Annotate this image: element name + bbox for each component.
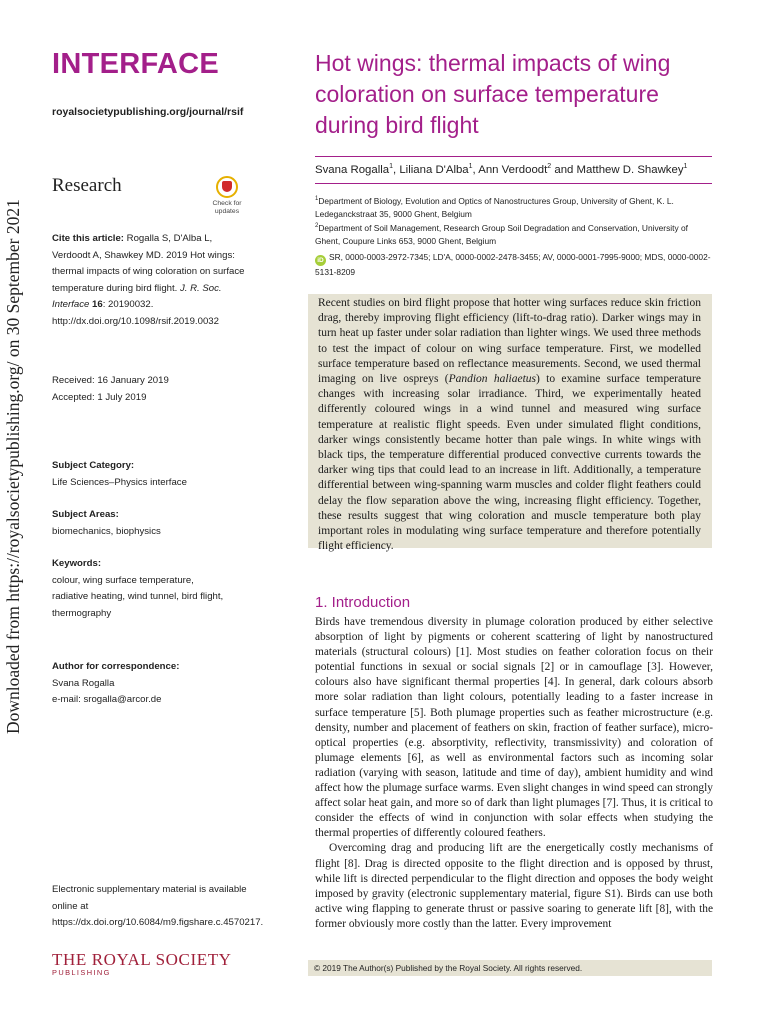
orcid-icon: iD [315, 255, 326, 266]
author-name: Liliana D'Alba [399, 163, 469, 176]
species-name: Pandion haliaetus [448, 373, 536, 386]
subject-areas: biomechanics, biophysics [52, 525, 161, 537]
journal-site-link[interactable]: royalsocietypublishing.org/journal/rsif [52, 106, 244, 118]
correspondence-label: Author for correspondence: [52, 661, 180, 672]
body-paragraph: Overcoming drag and producing lift are the energetically costly mechanisms of flight [8]. Drag is directed opposite to the flight direction and is opposed by thrust, while lift is directed perpendicular to the flight direction and opposes the body weight imposed by gravity (electronic supplementary material, figure S1). Birds can use both active wing flapping to generate thrust or passive soaring to generate lift [8], with the former obviously more costly than the latter. Every improvement [315, 842, 713, 930]
dates-block [52, 373, 252, 406]
journal-brand: INTERFACE [52, 48, 220, 80]
citation-block [52, 231, 252, 330]
abstract-box: Recent studies on bird flight propose that hotter wing surfaces reduce skin friction drag, thereby improving flight efficiency (lift-to-drag ratio). Darker wings may in turn heat up faster under solar radiation than lighter wings. We used three methods to test the impact of colour on wing surface temperature. First, we modelled surface temperature based on reflectance measurements. Second, we used thermal imaging on live ospreys (Pandion haliaetus) to examine surface temperature changes with increasing solar irradiance. Third, we experimentally heated differently coloured wings in a wind tunnel and measured wing surface temperature at realistic flight speeds. Even under simulated flight conditions, darker wings consistently became hotter than pale wings. In white wings with black tips, the temperature differential produced convective currents towards the darker wing tips that could lead to an increase in lift. Additionally, a temperature differential between wing-spanning warm muscles and colder flight feathers could delay the flow separation above the wing, increasing flight efficiency. Together, these results suggest that wing coloration and muscle temperature both play important roles in modulating wing surface temperature and therefore potentially flight efficiency. [308, 294, 712, 548]
author-name: Svana Rogalla [315, 163, 390, 176]
article-title: Hot wings: thermal impacts of wing coloration on surface temperature during bird flight [315, 50, 671, 138]
subject-areas-block [52, 507, 252, 540]
cite-label: Cite this article: [52, 233, 124, 244]
subject-category-block [52, 458, 252, 491]
keywords-block [52, 556, 252, 622]
accepted-date: Accepted: 1 July 2019 [52, 391, 147, 403]
correspondence-email[interactable]: e-mail: srogalla@arcor.de [52, 694, 162, 705]
orcid-block [315, 251, 715, 279]
cite-doi-link[interactable]: http://dx.doi.org/10.1098/rsif.2019.0032 [52, 315, 219, 327]
keywords-label: Keywords: [52, 558, 102, 569]
correspondence-name: Svana Rogalla [52, 677, 115, 689]
copyright-box: © 2019 The Author(s) Published by the Royal Society. All rights reserved. [308, 960, 712, 976]
correspondence-block [52, 659, 252, 709]
section-type: Research [52, 175, 122, 196]
keywords-line: colour, wing surface temperature, [52, 574, 194, 586]
check-updates-text: Check for updates [212, 200, 242, 215]
author-name: Matthew D. Shawkey [576, 163, 684, 176]
keywords-line: thermography [52, 607, 112, 619]
author-name: Ann Verdoodt [478, 163, 548, 176]
cite-volume: 16 [92, 299, 103, 310]
subject-category-label: Subject Category: [52, 460, 135, 471]
affiliation-2: $^2$Department of Soil Management, Research Group Soil Degradation and Conservation, University of Ghent, Coupure Links 653, 9000 Ghent, Belgium [315, 222, 688, 247]
received-date: Received: 16 January 2019 [52, 375, 169, 386]
keywords-line: radiative heating, wind tunnel, bird flight, [52, 591, 224, 602]
title-rule [315, 156, 712, 157]
check-updates-icon [216, 176, 238, 198]
subject-areas-label: Subject Areas: [52, 509, 119, 520]
check-for-updates-badge[interactable] [206, 176, 248, 215]
section-heading: 1. Introduction [315, 594, 411, 611]
body-text [315, 615, 713, 932]
authors-rule [315, 183, 712, 184]
download-watermark-text: Downloaded from https://royalsocietypublishing.org/ on 30 September 2021 [3, 199, 23, 734]
author-list: Svana Rogalla$^1$, Liliana D'Alba$^1$, Ann Verdoodt$^2$ and Matthew D. Shawkey$^1$ [315, 163, 688, 176]
cite-journal: J. R. Soc. Interface [52, 282, 222, 310]
subject-category: Life Sciences–Physics interface [52, 476, 187, 488]
publisher-logo: THE ROYAL SOCIETY [52, 950, 232, 969]
publisher-logo-sub: PUBLISHING [52, 968, 111, 977]
cite-text: Rogalla S, D'Alba L, Verdoodt A, Shawkey MD. 2019 Hot wings: thermal impacts of wing coloration on surface temperature during bird flight. [52, 233, 245, 294]
cite-article-number: : 20190032. [102, 299, 154, 310]
orcid-ids[interactable]: SR, 0000-0003-2972-7345; LD'A, 0000-0002-2478-3455; AV, 0000-0001-7995-9000; MDS, 0000-0002-5131-8209 [315, 252, 711, 277]
affiliation-1: $^1$Department of Biology, Evolution and Optics of Nanostructures Group, University of Ghent, K. L. Ledeganckstraat 35, 9000 Ghent, Belgium [315, 195, 674, 220]
supplementary-note: Electronic supplementary material is available online at https://dx.doi.org/10.6084/m9.figshare.c.4570217. [52, 884, 264, 928]
body-paragraph: Birds have tremendous diversity in plumage coloration produced by either selective absorption of light by pigments or coherent scattering of light by nanostructured materials (structural colours) [1]. Most studies on feather coloration focus on their potential functions in sexual or social signals [2] or in camouflage [3]. However, colours also have significant thermal properties [4]. In general, dark colours absorb more solar radiation than light colours, potentially leading to a faster increase in surface temperature [5]. Both plumage properties such as feather microstructure (e.g. density, number and placement of feathers on skin, fraction of feather surface), micro-optical properties (e.g. absorptivity, reflectivity, transmissivity) and coloration of plumage elements [6], as well as environmental factors such as incoming solar radiation (varying with season, latitude and time of day), ambient humidity and wind affect how the plumage surface warms. Even slight changes in wind speed can strongly affect solar heat gain, and more so of dark than light plumages [7]. Thus, it is critical to consider the effects of wind in conjunction with solar effects when studying the thermal properties of differently coloured feathers. [315, 616, 713, 840]
